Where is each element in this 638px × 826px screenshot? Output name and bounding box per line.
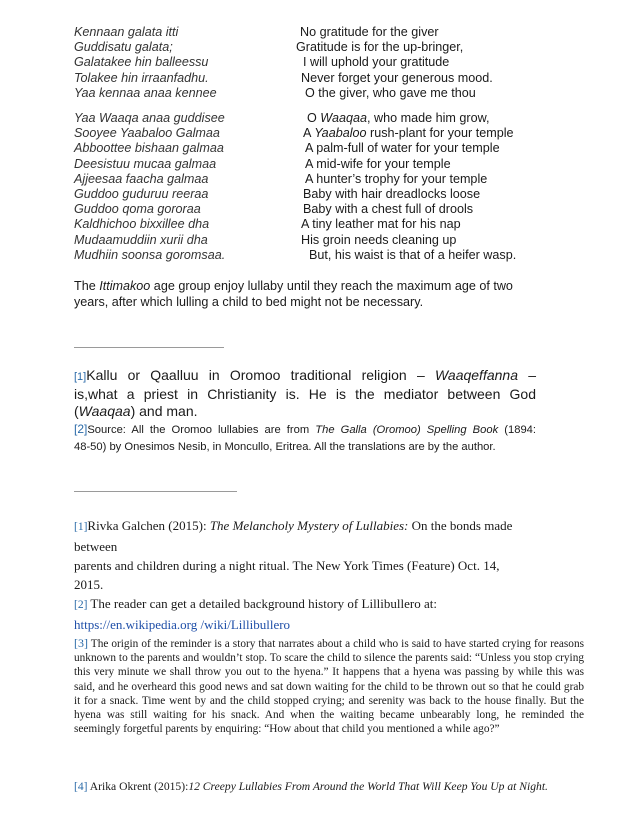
poem-line bbox=[74, 248, 534, 263]
reference-4: [4] Arika Okrent (2015):12 Creepy Lullabies From Around the World That Will Keep You Up at Night. bbox=[74, 780, 548, 793]
footnote-divider-1 bbox=[74, 347, 224, 348]
poem-line bbox=[74, 55, 534, 70]
oromo-line: Yaa kennaa anaa kennee bbox=[74, 85, 217, 100]
oromo-line: Kennaan galata itti bbox=[74, 25, 179, 39]
footnotes-a bbox=[74, 367, 536, 455]
english-translation-line: O the giver, who gave me thou bbox=[305, 85, 476, 100]
reference-2-ref[interactable]: [2] bbox=[74, 599, 88, 611]
oromo-line: Mudhiin soonsa goromsaa. bbox=[74, 247, 226, 262]
english-translation-line: I will uphold your gratitude bbox=[303, 55, 450, 70]
oromo-line: Guddisatu galata; bbox=[74, 40, 173, 55]
poem-line bbox=[74, 187, 534, 202]
english-translation-line: Gratitude is for the up-bringer, bbox=[296, 40, 464, 55]
reference-1-line-1: [1]Rivka Galchen (2015): The Melancholy Mystery of Lullabies: On the bonds made bbox=[74, 518, 513, 533]
poem-line bbox=[74, 71, 534, 86]
english-translation-line: No gratitude for the giver bbox=[300, 25, 439, 39]
poem-line bbox=[74, 141, 534, 156]
english-translation-line: Baby with hair dreadlocks loose bbox=[303, 186, 481, 201]
poem-line bbox=[74, 202, 534, 217]
oromo-line: Yaa Waaqa anaa guddisee bbox=[74, 111, 225, 125]
poem-line bbox=[74, 126, 534, 141]
reference-3-ref[interactable]: [3] bbox=[74, 636, 88, 650]
oromo-line: Guddoo guduruu reeraa bbox=[74, 186, 209, 201]
poem-line bbox=[74, 217, 534, 232]
reference-1-line-3: parents and children during a night ritual. The New York Times (Feature) Oct. 14, bbox=[74, 558, 500, 573]
reference-1-ref[interactable]: [1] bbox=[74, 521, 88, 533]
footnote-divider-2 bbox=[74, 491, 237, 492]
poem-line bbox=[74, 40, 534, 55]
reference-4-ref[interactable]: [4] bbox=[74, 780, 88, 793]
footnote-2-ref[interactable]: [2] bbox=[74, 422, 88, 436]
english-translation-line: A Yaabaloo rush-plant for your temple bbox=[303, 126, 514, 141]
oromo-line: Mudaamuddiin xurii dha bbox=[74, 232, 208, 247]
english-translation-line: A tiny leather mat for his nap bbox=[301, 217, 461, 232]
footnote-1-line-1: [1]Kallu or Qaalluu in Oromoo traditional religion – Waaqeffanna – bbox=[74, 367, 536, 383]
reference-1-line-4: 2015. bbox=[74, 577, 104, 592]
reference-2-line-1: [2] The reader can get a detailed background history of Lillibullero at: bbox=[74, 596, 437, 611]
oromo-line: Guddoo qoma gororaa bbox=[74, 202, 201, 217]
poem-line bbox=[74, 233, 534, 248]
english-translation-line: But, his waist is that of a heifer wasp. bbox=[309, 247, 517, 262]
oromo-line: Galatakee hin balleessu bbox=[74, 55, 209, 70]
lillibullero-link[interactable]: https://en.wikipedia.org /wiki/Lillibullero bbox=[74, 617, 291, 632]
reference-3: [3] The origin of the reminder is a story that narrates about a child who is said to have started crying for reasons unknown to the parents and wouldn’t stop. To scare the child to silence the parents said: “Unless you stop crying this very minute we shall throw you out to the hyena.” It happens that a hyena was passing by while this was said, and he overheard this good news and sat down waiting for the child to be thrown out so that he could grab it for a snack. Time went by and the child stopped crying; and serenity was back to the house finally. But the hyena was still waiting for his snack. And when the waiting became unbearably long, he reminded the seemingly forgetful parents by enquiring: “How about that child you mentioned a while ago?” bbox=[74, 636, 584, 736]
english-translation-line: Baby with a chest full of drools bbox=[303, 202, 474, 217]
footnote-2-line-1: [2]Source: All the Oromoo lullabies are from The Galla (Oromoo) Spelling Book (1894: bbox=[74, 422, 536, 436]
oromo-line: Abboottee bishaan galmaa bbox=[74, 141, 224, 156]
references-b bbox=[74, 516, 584, 736]
english-translation-line: A palm-full of water for your temple bbox=[305, 141, 500, 156]
english-translation-line: His groin needs cleaning up bbox=[301, 232, 457, 247]
poem-stanza-2 bbox=[74, 111, 534, 263]
oromo-line: Kaldhichoo bixxillee dha bbox=[74, 217, 210, 232]
oromo-line: Sooyee Yaabaloo Galmaa bbox=[74, 126, 220, 141]
oromo-line: Tolakee hin irraanfadhu. bbox=[74, 70, 209, 85]
english-translation-line: Never forget your generous mood. bbox=[301, 70, 493, 85]
poem-line bbox=[74, 157, 534, 172]
footnote-1-ref[interactable]: [1] bbox=[74, 371, 87, 383]
footnote-2-line-2: 48-50) by Onesimos Nesib, in Moncullo, Eritrea. All the translations are by the author. bbox=[74, 441, 496, 453]
poem-line bbox=[74, 111, 534, 126]
oromo-line: Deesistuu mucaa galmaa bbox=[74, 156, 217, 171]
ittimakoo-paragraph: The Ittimakoo age group enjoy lullaby until they reach the maximum age of two years, after which lulling a child to bed might not be necessary. bbox=[74, 279, 513, 309]
english-translation-line: A hunter’s trophy for your temple bbox=[305, 171, 488, 186]
poem-stanza-1 bbox=[74, 25, 534, 101]
english-translation-line: A mid-wife for your temple bbox=[305, 156, 451, 171]
poem-line bbox=[74, 86, 534, 101]
english-translation-line: O Waaqaa, who made him grow, bbox=[307, 111, 490, 125]
oromo-line: Ajjeesaa faacha galmaa bbox=[74, 171, 209, 186]
poem-line bbox=[74, 25, 534, 40]
footnote-1-line-3: (Waaqaa) and man. bbox=[74, 403, 198, 419]
footnote-1-line-2: is,what a priest in Christianity is. He is the mediator between God bbox=[74, 386, 536, 402]
reference-1-line-2: between bbox=[74, 539, 118, 554]
poem-line bbox=[74, 172, 534, 187]
